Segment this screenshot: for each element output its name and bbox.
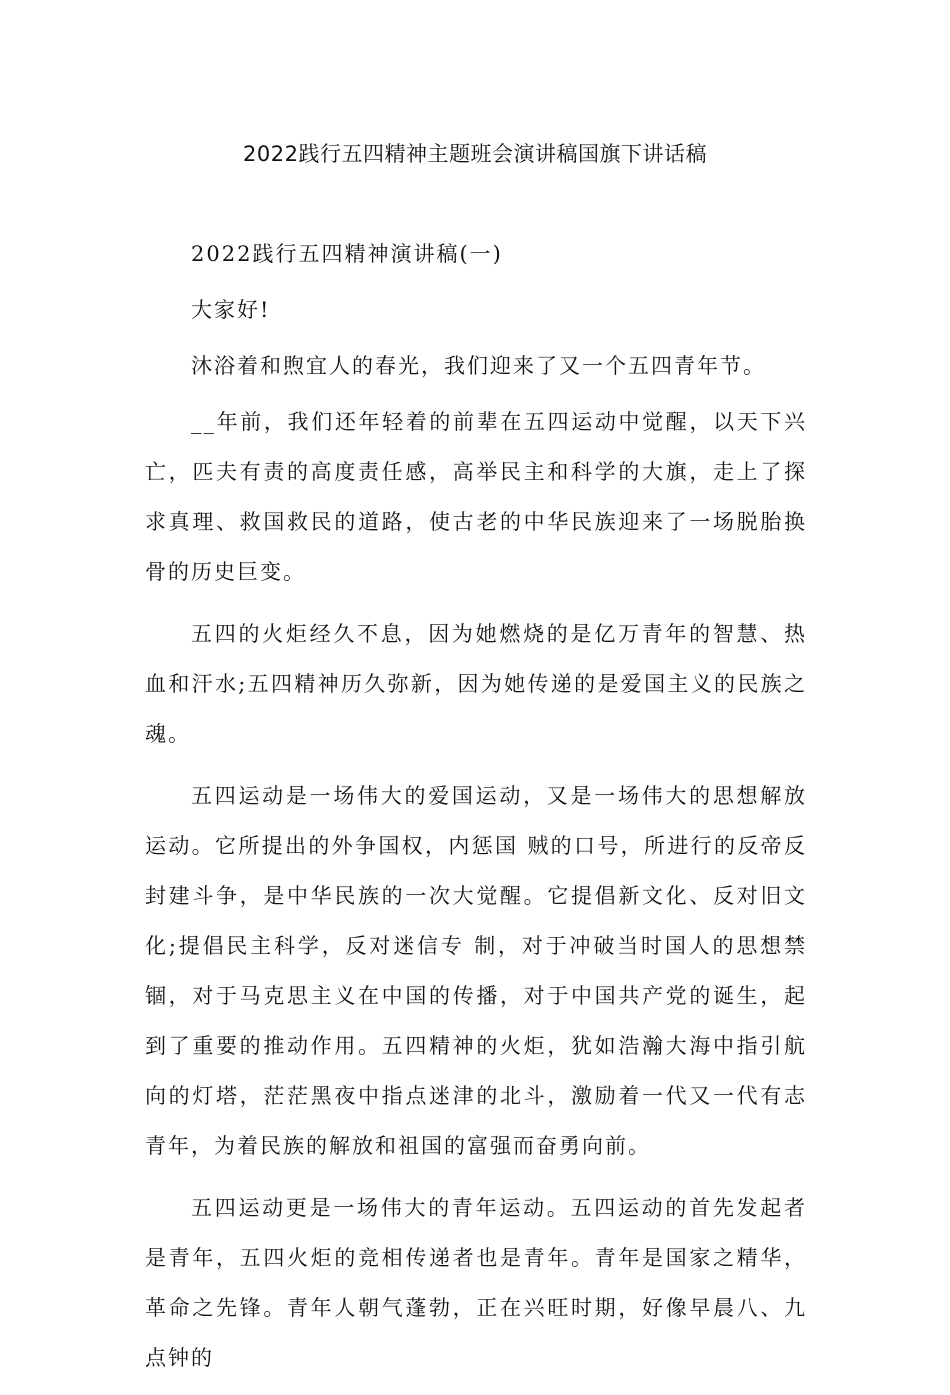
speech-subtitle: 2022践行五四精神演讲稿(一) [191,242,503,266]
history-paragraph: __年前，我们还年轻着的前辈在五四运动中觉醒，以天下兴亡，匹夫有责的高度责任感，高举民主和科学的大旗，走上了探求真理、救国救民的道路，使古老的中华民族迎来了一场脱胎换骨的历史巨变。 [145,410,807,584]
torch-paragraph: 五四的火炬经久不息，因为她燃烧的是亿万青年的智慧、热血和汗水;五四精神历久弥新，因为她传递的是爱国主义的民族之魂。 [145,622,807,746]
document-body [145,229,807,1395]
greeting-paragraph: 大家好! [191,298,271,322]
patriotic-movement-paragraph: 五四运动是一场伟大的爱国运动，又是一场伟大的思想解放运动。它所提出的外争国权，内惩国 贼的口号，所进行的反帝反封建斗争，是中华民族的一次大觉醒。它提倡新文化、反对旧文化;提倡民主科学，反对迷信专 制，对于冲破当时国人的思想禁锢，对于马克思主义在中国的传播，对于中国共产党的诞生，起到了重要的推动作用。五四精神的火炬，犹如浩瀚大海中指引航向的灯塔，茫茫黑夜中指点迷津的北斗，激励着一代又一代有志青年，为着民族的解放和祖国的富强而奋勇向前。 [145,784,807,1158]
youth-movement-paragraph: 五四运动更是一场伟大的青年运动。五四运动的首先发起者是青年，五四火炬的竞相传递者也是青年。青年是国家之精华，革命之先锋。青年人朝气蓬勃，正在兴旺时期，好像早晨八、九点钟的 [145,1196,807,1370]
document-title: 2022践行五四精神主题班会演讲稿国旗下讲话稿 [243,142,707,166]
opening-paragraph: 沐浴着和煦宜人的春光，我们迎来了又一个五四青年节。 [191,354,766,378]
